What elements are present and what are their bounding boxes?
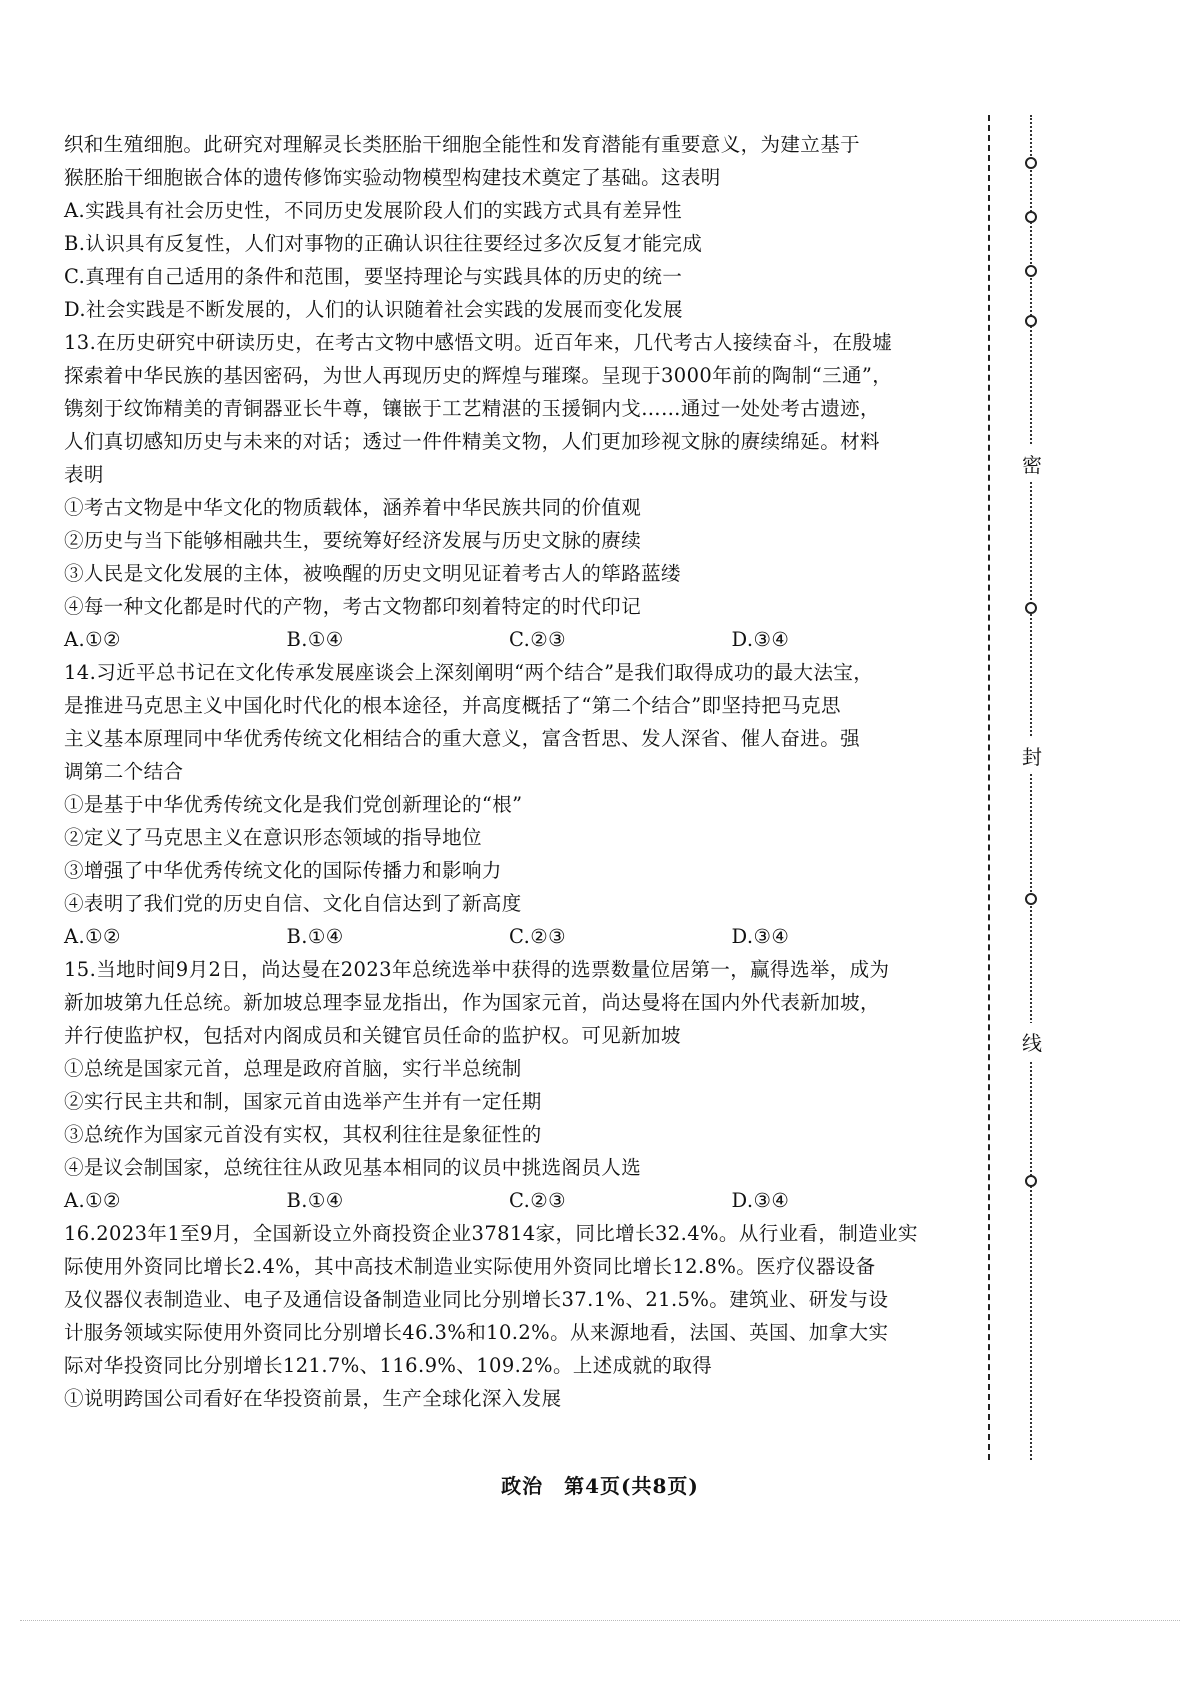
question-stem-line: 际对华投资同比分别增长121.7%、116.9%、109.2%。上述成就的取得 [64, 1354, 713, 1377]
question-stem-line: 际使用外资同比增长2.4%，其中高技术制造业实际使用外资同比增长12.8%。医疗仪器设备 [64, 1255, 876, 1278]
binding-hole-icon [1025, 893, 1037, 905]
seal-label-mi: 密 [1020, 445, 1044, 482]
question-stem-line: 并行使监护权，包括对内阁成员和关键官员任命的监护权。可见新加坡 [64, 1024, 681, 1047]
binding-hole-icon [1025, 157, 1037, 169]
question-stem-line: 13.在历史研究中研读历史，在考古文物中感悟文明。近百年来，几代考古人接续奋斗，在殷墟 [64, 331, 893, 354]
question-16 [64, 1217, 954, 1415]
choice-a: A.①② [64, 925, 121, 948]
statement-item: ②实行民主共和制，国家元首由选举产生并有一定任期 [64, 1090, 542, 1113]
choice-b: B.①④ [286, 925, 344, 948]
binding-hole-icon [1025, 1175, 1037, 1187]
question-stem-line: 主义基本原理同中华优秀传统文化相结合的重大意义，富含哲思、发人深省、催人奋进。强 [64, 727, 861, 750]
choice-b: B.①④ [286, 1189, 344, 1212]
question-stem-line: 调第二个结合 [64, 760, 184, 783]
question-stem-line: 计服务领域实际使用外资同比分别增长46.3%和10.2%。从来源地看，法国、英国、加拿大实 [64, 1321, 889, 1344]
option-c: C.真理有自己适用的条件和范围，要坚持理论与实践具体的历史的统一 [64, 265, 683, 288]
statement-item: ④每一种文化都是时代的产物，考古文物都印刻着特定的时代印记 [64, 595, 642, 618]
question-14 [64, 656, 954, 953]
statement-item: ③总统作为国家元首没有实权，其权利往往是象征性的 [64, 1123, 542, 1146]
question-content [64, 128, 954, 1415]
binding-margin [970, 115, 1060, 1460]
choice-d: D.③④ [731, 1189, 790, 1212]
text-line: 织和生殖细胞。此研究对理解灵长类胚胎干细胞全能性和发育潜能有重要意义，为建立基于 [64, 133, 861, 156]
question-stem-line: 新加坡第九任总统。新加坡总理李显龙指出，作为国家元首，尚达曼将在国内外代表新加坡， [64, 991, 880, 1014]
question-stem-line: 表明 [64, 463, 104, 486]
statement-item: ①考古文物是中华文化的物质载体，涵养着中华民族共同的价值观 [64, 496, 642, 519]
question-stem-line: 14.习近平总书记在文化传承发展座谈会上深刻阐明“两个结合”是我们取得成功的最大法宝， [64, 661, 874, 684]
statement-item: ③人民是文化发展的主体，被唤醒的历史文明见证着考古人的筚路蓝缕 [64, 562, 681, 585]
choice-a: A.①② [64, 628, 121, 651]
choice-d: D.③④ [731, 925, 790, 948]
page-footer: 政治 第4页(共8页) [501, 1474, 699, 1498]
statement-item: ①是基于中华优秀传统文化是我们党创新理论的“根” [64, 793, 523, 816]
question-stem-line: 16.2023年1至9月，全国新设立外商投资企业37814家，同比增长32.4%。从行业看，制造业实 [64, 1222, 918, 1245]
choice-a: A.①② [64, 1189, 121, 1212]
scan-edge-line [20, 1620, 1180, 1621]
choice-d: D.③④ [731, 628, 790, 651]
seal-label-xian: 线 [1020, 1023, 1044, 1060]
choice-c: C.②③ [509, 925, 566, 948]
binding-hole-icon [1025, 602, 1037, 614]
option-d: D.社会实践是不断发展的，人们的认识随着社会实践的发展而变化发展 [64, 298, 683, 321]
answer-choices [64, 1184, 954, 1217]
binding-hole-icon [1025, 315, 1037, 327]
statement-item: ①说明跨国公司看好在华投资前景，生产全球化深入发展 [64, 1387, 562, 1410]
statement-item: ②历史与当下能够相融共生，要统筹好经济发展与历史文脉的赓续 [64, 529, 642, 552]
dashed-cut-line [988, 115, 990, 1460]
question-stem-line: 15.当地时间9月2日，尚达曼在2023年总统选举中获得的选票数量位居第一，赢得选举，成为 [64, 958, 890, 981]
seal-label-feng: 封 [1020, 737, 1044, 774]
statement-item: ②定义了马克思主义在意识形态领域的指导地位 [64, 826, 482, 849]
question-13 [64, 326, 954, 656]
statement-item: ④表明了我们党的历史自信、文化自信达到了新高度 [64, 892, 522, 915]
option-a: A.实践具有社会历史性，不同历史发展阶段人们的实践方式具有差异性 [64, 199, 683, 222]
binding-hole-icon [1025, 265, 1037, 277]
statement-item: ④是议会制国家，总统往往从政见基本相同的议员中挑选阁员人选 [64, 1156, 642, 1179]
text-line: 猴胚胎干细胞嵌合体的遗传修饰实验动物模型构建技术奠定了基础。这表明 [64, 166, 721, 189]
question-stem-line: 人们真切感知历史与未来的对话；透过一件件精美文物，人们更加珍视文脉的赓续绵延。材料 [64, 430, 880, 453]
answer-choices [64, 623, 954, 656]
choice-c: C.②③ [509, 628, 566, 651]
statement-item: ①总统是国家元首，总理是政府首脑，实行半总统制 [64, 1057, 522, 1080]
question-stem-line: 及仪器仪表制造业、电子及通信设备制造业同比分别增长37.1%、21.5%。建筑业、研发与设 [64, 1288, 889, 1311]
question-stem-line: 镌刻于纹饰精美的青铜器亚长牛尊，镶嵌于工艺精湛的玉援铜内戈……通过一处处考古遗迹， [64, 397, 880, 420]
binding-hole-icon [1025, 211, 1037, 223]
statement-item: ③增强了中华优秀传统文化的国际传播力和影响力 [64, 859, 502, 882]
choice-c: C.②③ [509, 1189, 566, 1212]
question-stem-line: 是推进马克思主义中国化时代化的根本途径，并高度概括了“第二个结合”即坚持把马克思 [64, 694, 841, 717]
question-15 [64, 953, 954, 1217]
option-b: B.认识具有反复性，人们对事物的正确认识往往要经过多次反复才能完成 [64, 232, 703, 255]
choice-b: B.①④ [286, 628, 344, 651]
question-stem-line: 探索着中华民族的基因密码，为世人再现历史的辉煌与璀璨。呈现于3000年前的陶制“三通”， [64, 364, 893, 387]
answer-choices [64, 920, 954, 953]
